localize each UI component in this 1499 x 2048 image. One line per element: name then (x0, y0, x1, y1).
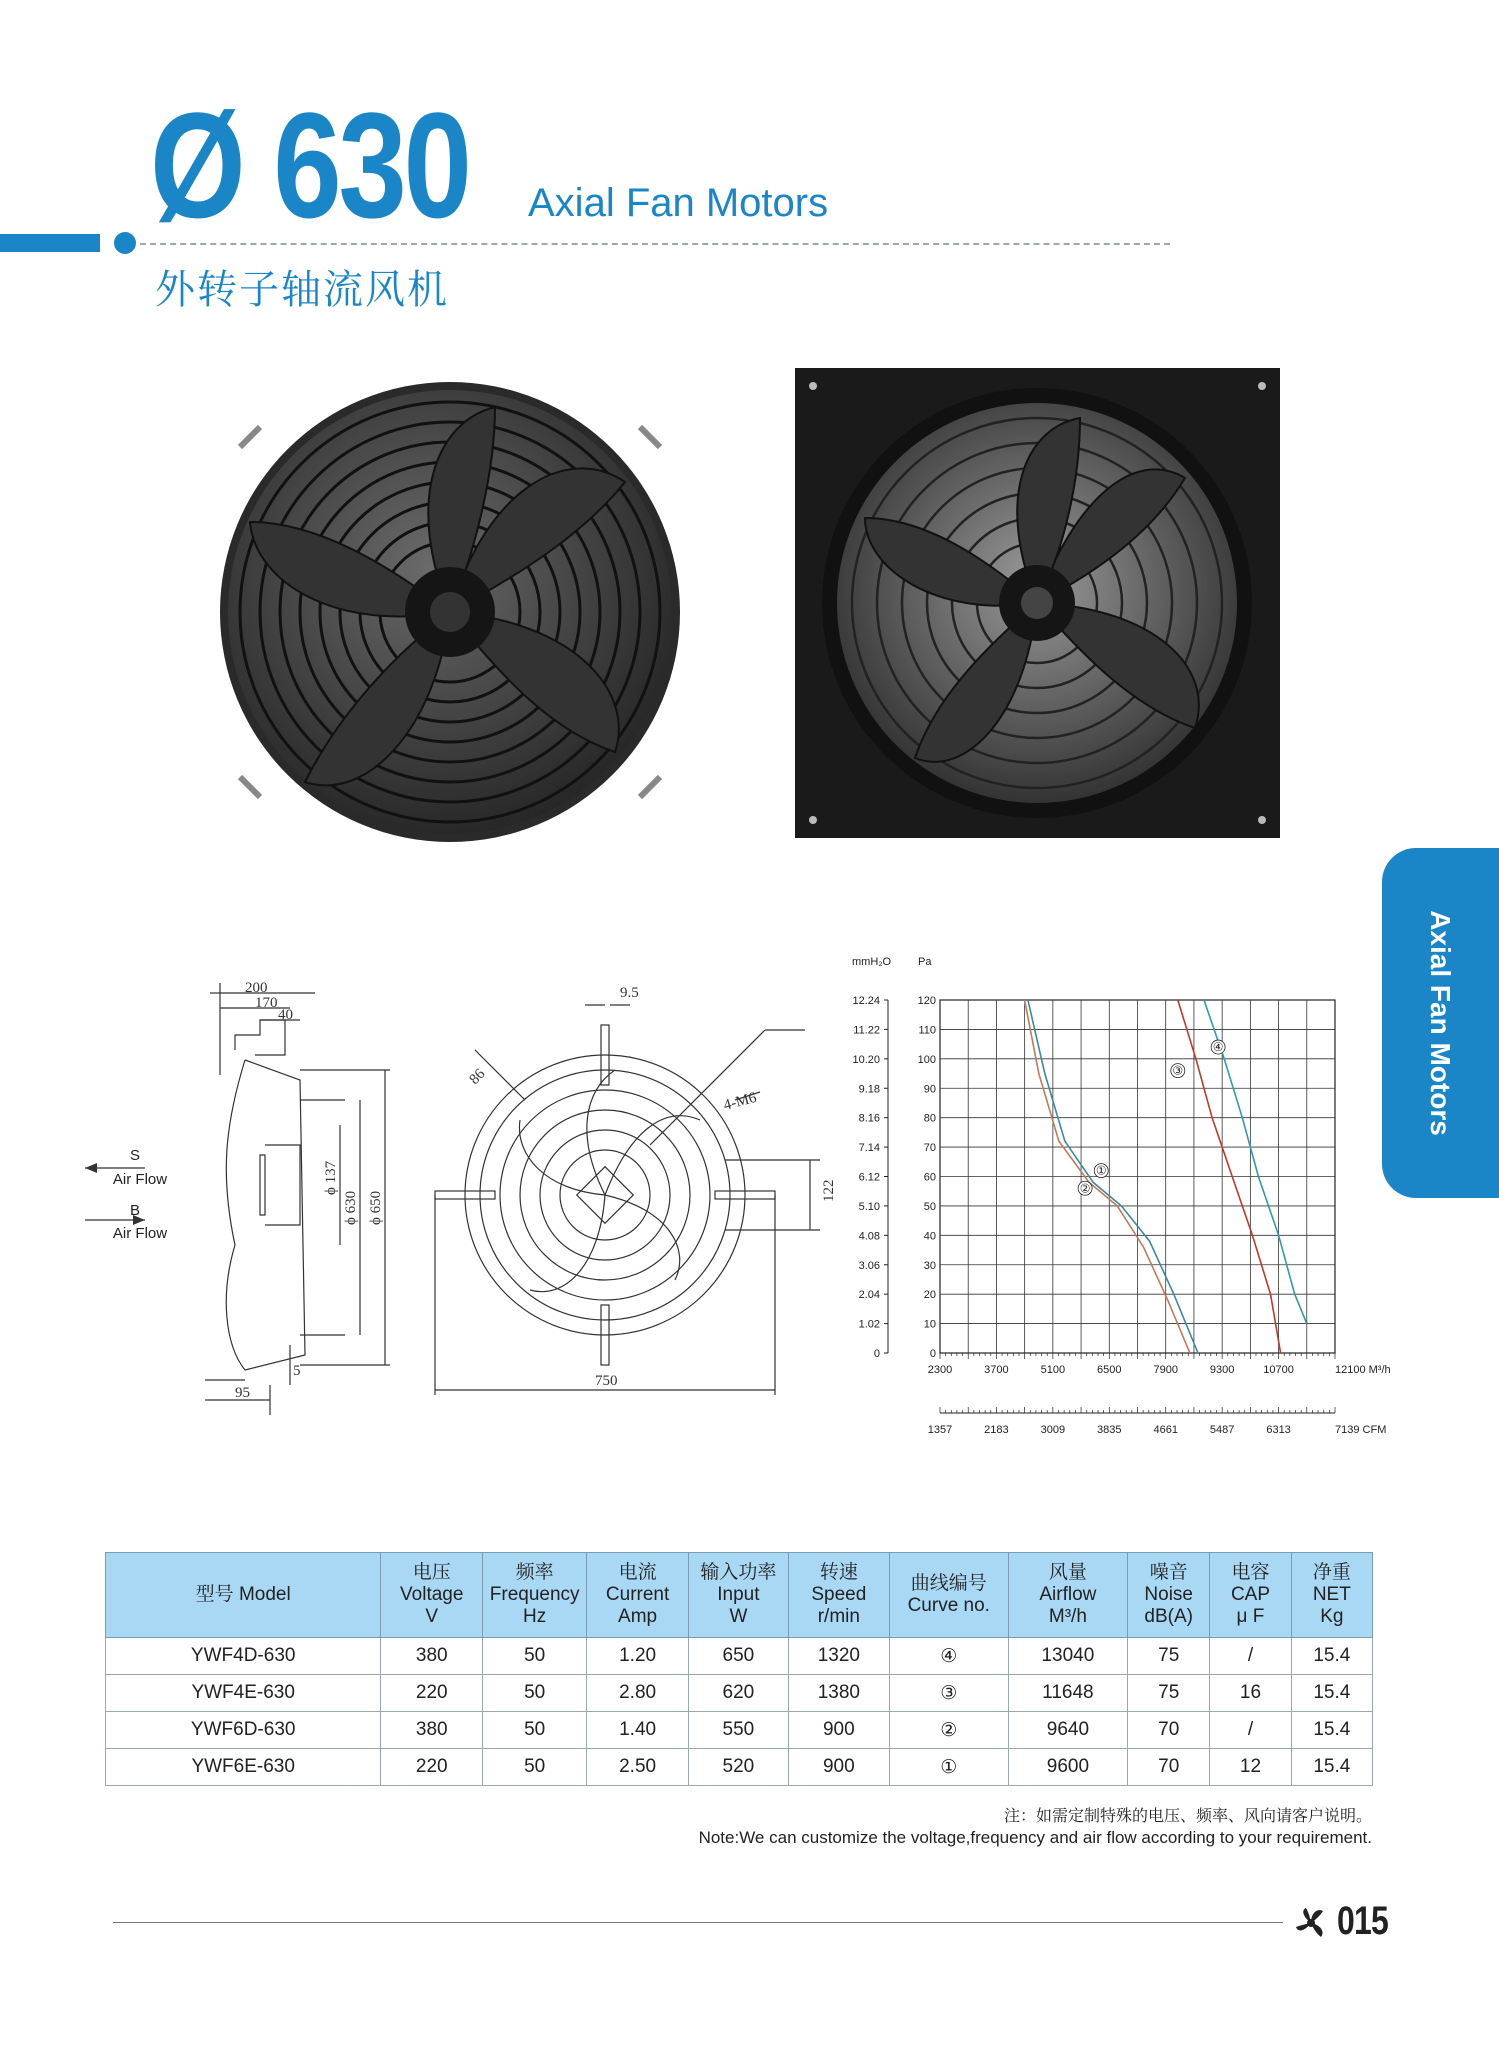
y-left-tick-label: 1.02 (858, 1318, 880, 1331)
table-cell: 1320 (788, 1638, 889, 1675)
x-tick-label: 6500 (1097, 1364, 1122, 1376)
table-cell: ② (889, 1712, 1008, 1749)
table-header-line: Current (605, 1584, 670, 1605)
fan-photo-square-plate (795, 368, 1280, 838)
table-header-line: Frequency (489, 1584, 580, 1605)
series-label: ① (1095, 1163, 1107, 1178)
dim-phi-650: ϕ 650 (368, 1190, 384, 1225)
table-header-line: V (425, 1606, 439, 1627)
y-left-tick-label: 7.14 (858, 1142, 880, 1155)
table-cell: 70 (1128, 1749, 1210, 1786)
y-left-tick-label: 6.12 (858, 1171, 880, 1184)
table-cell: 50 (483, 1675, 587, 1712)
table-cell: ① (889, 1749, 1008, 1786)
table-cell: 220 (381, 1749, 483, 1786)
x-tick-label: 2300 (927, 1364, 953, 1376)
table-header-line: W (729, 1606, 748, 1627)
table-cell: 50 (483, 1749, 587, 1786)
page-subtitle: Axial Fan Motors (528, 181, 829, 225)
table-cell: 220 (381, 1675, 483, 1712)
dim-9-5: 9.5 (620, 985, 639, 1001)
table-header-cell (788, 1553, 889, 1638)
chart-ticks (852, 995, 1390, 1436)
table-header-line: Hz (523, 1606, 547, 1627)
table-header-cell (587, 1553, 689, 1638)
table-header-line: Input (717, 1584, 760, 1605)
dim-40: 40 (278, 1007, 293, 1023)
table-cell: 520 (688, 1749, 788, 1786)
table-header-line: 输入功率 (700, 1562, 777, 1583)
table-cell: 9600 (1008, 1749, 1127, 1786)
table-cell: 2.80 (587, 1675, 689, 1712)
x2-tick-label: 1357 (927, 1424, 953, 1436)
table-cell: 13040 (1008, 1638, 1127, 1675)
table-header-line: 风量 (1048, 1562, 1087, 1583)
y-left-tick-label: 4.08 (858, 1230, 880, 1243)
y-left-tick-label: 0 (873, 1348, 880, 1360)
dim-200: 200 (245, 980, 268, 996)
dim-5: 5 (293, 1363, 301, 1379)
table-header-line: CAP (1230, 1584, 1271, 1605)
y-right-tick-label: 50 (923, 1200, 936, 1213)
y-right-tick-label: 70 (923, 1142, 936, 1155)
dim-95: 95 (235, 1385, 250, 1401)
table-cell: 11648 (1008, 1675, 1127, 1712)
page-title-cn: 外转子轴流风机 (155, 268, 449, 312)
table-cell: YWF4D-630 (106, 1638, 381, 1675)
table-header-cell (1210, 1553, 1291, 1638)
y-left-tick-label: 8.16 (858, 1112, 880, 1125)
table-header-line: r/min (817, 1606, 860, 1627)
x2-tick-label: 6313 (1266, 1424, 1291, 1436)
x-tick-label: 12100 M³/h (1335, 1364, 1391, 1376)
dim-86: 86 (466, 1065, 489, 1088)
table-header-row (106, 1553, 1373, 1638)
y-left-tick-label: 9.18 (858, 1083, 880, 1096)
table-cell: 380 (381, 1638, 483, 1675)
dim-phi-137: ϕ 137 (323, 1160, 339, 1195)
header-accent-bar (0, 234, 100, 252)
table-row (106, 1638, 1373, 1675)
x2-tick-label: 5487 (1209, 1424, 1235, 1436)
table-header-line: Speed (811, 1584, 867, 1605)
dim-phi-630: ϕ 630 (343, 1190, 359, 1225)
table-cell: 650 (688, 1638, 788, 1675)
table-cell: 15.4 (1291, 1675, 1372, 1712)
table-header-line: NET (1312, 1584, 1351, 1605)
y-left-tick-label: 12.24 (852, 995, 880, 1007)
spec-table (105, 1552, 1373, 1786)
y-right-tick-label: 110 (918, 1024, 936, 1037)
table-row (106, 1749, 1373, 1786)
page-title-model-size: Ø 630 (150, 81, 469, 249)
table-cell: 1380 (788, 1675, 889, 1712)
table-header-line: 转速 (819, 1562, 858, 1583)
table-header-line: Kg (1320, 1606, 1344, 1627)
fan-icon (1293, 1905, 1329, 1941)
table-cell: 50 (483, 1712, 587, 1749)
table-cell: / (1210, 1638, 1291, 1675)
table-cell: 75 (1128, 1675, 1210, 1712)
table-row (106, 1712, 1373, 1749)
table-header-line: 噪音 (1149, 1562, 1188, 1583)
x-tick-label: 3700 (984, 1364, 1009, 1376)
y-right-tick-label: 100 (917, 1053, 936, 1066)
table-cell: YWF6E-630 (106, 1749, 381, 1786)
table-header-cell (1008, 1553, 1127, 1638)
table-header-cell (1291, 1553, 1372, 1638)
dim-170: 170 (255, 995, 278, 1011)
table-body (106, 1638, 1373, 1786)
side-tab-label: Axial Fan Motors (1425, 910, 1456, 1136)
y-right-tick-label: 20 (923, 1289, 936, 1302)
table-cell: 550 (688, 1712, 788, 1749)
y-left-tick-label: 2.04 (858, 1289, 880, 1302)
label-b: B (129, 1202, 141, 1219)
x2-tick-label: 4661 (1153, 1424, 1178, 1436)
table-header-line: 电容 (1231, 1562, 1270, 1583)
header-accent-dot (114, 232, 136, 254)
page-number: 015 (1337, 1899, 1388, 1943)
table-header-line: 型号 Model (195, 1584, 291, 1605)
y-left-axis-label: mmH₂O (852, 956, 892, 968)
label-s: S (129, 1147, 141, 1164)
y-right-tick-label: 90 (923, 1083, 936, 1096)
x-tick-label: 10700 (1263, 1364, 1294, 1376)
table-cell: 900 (788, 1712, 889, 1749)
table-header-line: Noise (1144, 1584, 1193, 1605)
table-cell: ④ (889, 1638, 1008, 1675)
series-label: ② (1079, 1181, 1091, 1196)
table-cell: 620 (688, 1675, 788, 1712)
performance-curve-chart (840, 945, 1400, 1445)
table-cell: 15.4 (1291, 1749, 1372, 1786)
y-right-tick-label: 120 (917, 995, 936, 1007)
x-tick-label: 7900 (1153, 1364, 1178, 1376)
y-right-tick-label: 0 (929, 1348, 936, 1360)
table-cell: YWF6D-630 (106, 1712, 381, 1749)
table-header-line: 曲线编号 (910, 1573, 987, 1594)
table-header-cell (1128, 1553, 1210, 1638)
table-cell: 9640 (1008, 1712, 1127, 1749)
dim-4-m6: 4-M6 (721, 1089, 759, 1114)
y-right-tick-label: 80 (923, 1112, 936, 1125)
y-right-tick-label: 40 (923, 1230, 936, 1243)
table-cell: 70 (1128, 1712, 1210, 1749)
y-left-tick-label: 10.20 (852, 1053, 880, 1066)
x2-tick-label: 2183 (984, 1424, 1009, 1436)
table-cell: 15.4 (1291, 1638, 1372, 1675)
dimension-drawing-side-view (85, 975, 425, 1415)
table-header-line: 电流 (618, 1562, 657, 1583)
table-header-line: μ F (1236, 1606, 1265, 1627)
table-header-line: 频率 (515, 1562, 554, 1583)
label-air-flow-s: Air Flow (112, 1171, 168, 1188)
table-row (106, 1675, 1373, 1712)
x-tick-label: 9300 (1209, 1364, 1235, 1376)
table-cell: ③ (889, 1675, 1008, 1712)
table-cell: 16 (1210, 1675, 1291, 1712)
table-cell: 50 (483, 1638, 587, 1675)
table-header-line: Curve no. (907, 1595, 990, 1616)
table-header-line: M³/h (1048, 1606, 1087, 1627)
dimension-drawing-front-view (435, 980, 837, 1400)
table-cell: 12 (1210, 1749, 1291, 1786)
dim-750: 750 (595, 1373, 618, 1389)
chart-grid (940, 1000, 1335, 1353)
table-cell: / (1210, 1712, 1291, 1749)
y-right-tick-label: 60 (923, 1171, 936, 1184)
footer-rule (113, 1922, 1283, 1923)
y-left-tick-label: 11.22 (853, 1024, 880, 1037)
table-cell: 380 (381, 1712, 483, 1749)
note-en: Note:We can customize the voltage,frequency and air flow according to your requirement. (698, 1828, 1372, 1847)
series-label: ④ (1212, 1040, 1224, 1055)
y-right-axis-label: Pa (918, 956, 932, 968)
y-left-tick-label: 3.06 (858, 1259, 880, 1272)
fan-photo-round-guard (205, 372, 695, 852)
table-header-line: dB(A) (1144, 1606, 1193, 1627)
table-cell: 1.40 (587, 1712, 689, 1749)
table-header-line: Airflow (1039, 1584, 1097, 1605)
series-label: ③ (1172, 1063, 1184, 1078)
table-header-cell (106, 1553, 381, 1638)
table-cell: 75 (1128, 1638, 1210, 1675)
table-header-line: 净重 (1312, 1562, 1351, 1583)
x2-tick-label: 3835 (1097, 1424, 1122, 1436)
table-header-line: 电压 (412, 1562, 451, 1583)
y-right-tick-label: 10 (923, 1318, 936, 1331)
table-cell: 900 (788, 1749, 889, 1786)
table-header-line: Amp (618, 1606, 658, 1627)
table-header-line: Voltage (400, 1584, 464, 1605)
x-tick-label: 5100 (1040, 1364, 1066, 1376)
table-header-cell (889, 1553, 1008, 1638)
x2-tick-label: 3009 (1040, 1424, 1066, 1436)
y-right-tick-label: 30 (923, 1259, 936, 1272)
table-cell: 15.4 (1291, 1712, 1372, 1749)
note-cn: 注：如需定制特殊的电压、频率、风向请客户说明。 (1003, 1808, 1372, 1825)
dim-122: 122 (821, 1179, 837, 1202)
table-cell: 2.50 (587, 1749, 689, 1786)
table-header-cell (688, 1553, 788, 1638)
x2-tick-label: 7139 CFM (1335, 1424, 1387, 1436)
y-left-tick-label: 5.10 (858, 1200, 880, 1213)
label-air-flow-b: Air Flow (112, 1225, 168, 1242)
table-cell: 1.20 (587, 1638, 689, 1675)
table-header-cell (381, 1553, 483, 1638)
table-header-cell (483, 1553, 587, 1638)
table-cell: YWF4E-630 (106, 1675, 381, 1712)
